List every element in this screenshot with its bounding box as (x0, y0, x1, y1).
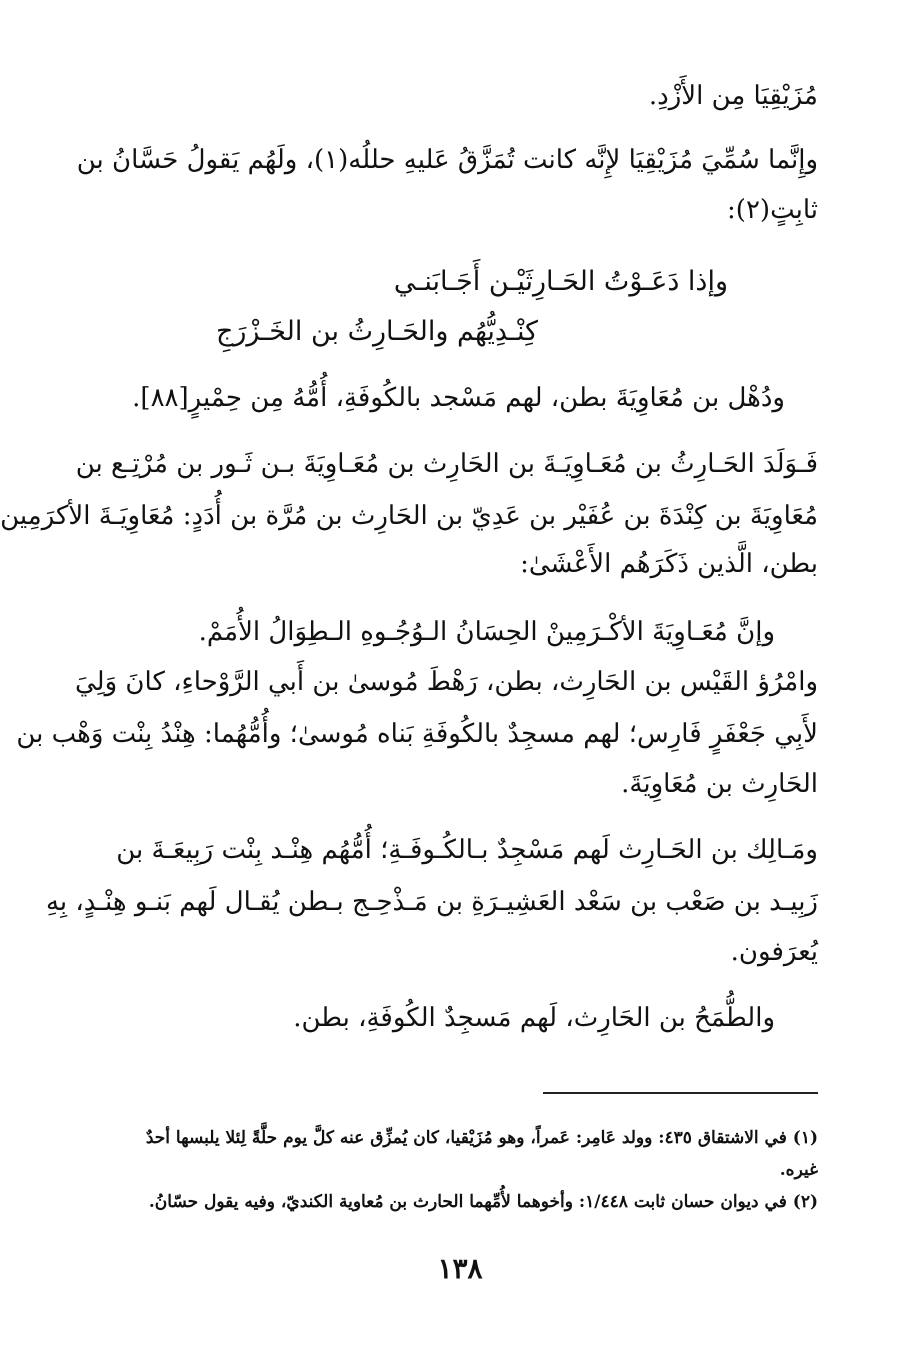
text-line: الحَارِث بن مُعَاوِيَةَ. (621, 769, 818, 799)
footnote-1: (١) في الاشتقاق ٤٣٥: وولد عَامِر: عَمراً، وهو مُزَيْقيا، كان يُمزِّق عنه كلَّ يوم حلَّةً لِئلا يلبسها أحدٌ (145, 1128, 818, 1148)
text-line: ثابِتٍ(٢): (727, 195, 818, 225)
text-line: ومَـالِك بن الحَـارِث لَهم مَسْجِدٌ بـالكُـوفَـةِ؛ أُمُّهُم هِنْـد بِنْت رَبِيعَـةَ بن (116, 835, 818, 865)
page-number: ١٣٨ (437, 1252, 483, 1285)
text-line: يُعرَفون. (730, 937, 818, 967)
text-line: ودُهْل بن مُعَاوِيَةَ بطن، لهم مَسْجد بالكُوفَةِ، أُمُّهُ مِن حِمْيرٍ[٨٨]. (132, 383, 785, 413)
text-line: والطُّمَحُ بن الحَارِث، لَهم مَسجِدٌ الكُوفَةِ، بطن. (293, 1003, 775, 1033)
text-line: لأَبِي جَعْفَرٍ فَارِس؛ لهم مسجِدٌ بالكُوفَةِ بَناه مُوسىٰ؛ وأُمُّهُما: هِنْدُ بِنْت وَهْب بن (16, 719, 818, 749)
verse-second-hemistich: كِنْـدِيُّهُم والحَـارِثُ بن الخَـزْرَجِ (215, 316, 538, 347)
text-line: زَبِيـد بن صَعْب بن سَعْد العَشِيـرَةِ بن مَـذْحِـج بـطن يُقـال لَهم بَنـو هِنْـدٍ، بِهِ (45, 887, 818, 917)
text-line: بطن، الَّذين ذَكَرَهُم الأَعْشَىٰ: (520, 549, 818, 579)
footnote-separator (543, 1092, 818, 1094)
poem-line: وإنَّ مُعَـاوِيَةَ الأكْـرَمِينْ الحِسَانُ الـوُجُـوهِ الـطِوَالُ الأُمَمْ. (198, 617, 775, 647)
footnote-2: (٢) في ديوان حسان ثابت ١/٤٤٨: وأخوهما لأُمِّهما الحارث بن مُعاوية الكنديّ، وفيه يقول حسّانُ. (148, 1192, 818, 1212)
text-line: وامْرُؤ القَيْس بن الحَارِث، بطن، رَهْطَ مُوسىٰ بن أَبي الرَّوْحاءِ، كانَ وَلِيَ (75, 667, 818, 697)
verse-first-hemistich: وإذا دَعَـوْتُ الحَـارِثَيْـن أَجَـابَنـي (393, 266, 728, 297)
text-line: فَـوَلَدَ الحَـارِثُ بن مُعَـاوِيَـةَ بن الحَارِث بن مُعَـاوِيَةَ بـن ثَـور بن مُرْتِـع بن (75, 449, 818, 479)
text-line: وإِنَّما سُمِّيَ مُزَيْقِيَا لإِنَّه كانت تُمَزَّقُ عَليهِ حللُه(١)، ولَهُم يَقولُ حَسَّانُ بن (76, 145, 818, 175)
text-line: مُزَيْقِيَا مِن الأَزْدِ. (648, 81, 818, 111)
footnote-1-continuation: غيره. (779, 1160, 818, 1180)
text-line: مُعَاوِيَةَ بن كِنْدَةَ بن عُفَيْر بن عَدِيّ بن الحَارِث بن مُرَّة بن أُدَدٍ: مُعَاوِيَـةَ الأكرَمِين (0, 501, 818, 531)
